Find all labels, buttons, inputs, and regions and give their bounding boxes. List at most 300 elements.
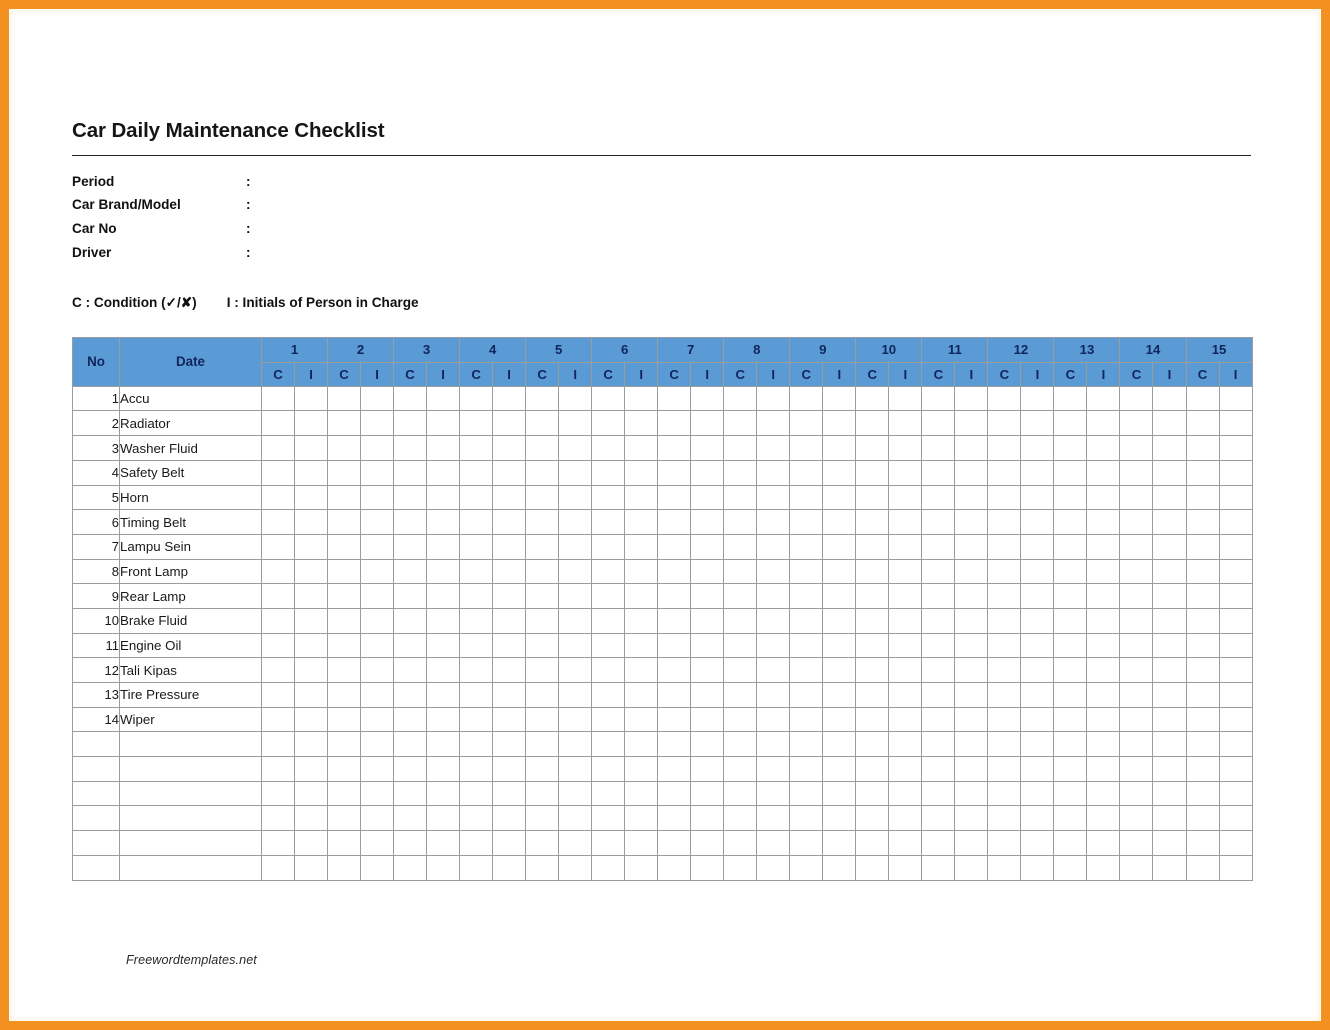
cell-initials-entry[interactable] xyxy=(427,855,460,880)
cell-condition-entry[interactable] xyxy=(658,386,691,411)
cell-initials-entry[interactable] xyxy=(493,460,526,485)
cell-initials-entry[interactable] xyxy=(295,510,328,535)
cell-initials-entry[interactable] xyxy=(427,806,460,831)
cell-condition-entry[interactable] xyxy=(592,658,625,683)
cell-condition-entry[interactable] xyxy=(394,559,427,584)
cell-initials-entry[interactable] xyxy=(493,534,526,559)
cell-condition-entry[interactable] xyxy=(988,534,1021,559)
cell-initials-entry[interactable] xyxy=(757,460,790,485)
cell-initials-entry[interactable] xyxy=(823,608,856,633)
cell-initials-entry[interactable] xyxy=(955,485,988,510)
cell-condition-entry[interactable] xyxy=(262,732,295,757)
cell-condition-entry[interactable] xyxy=(658,781,691,806)
cell-condition-entry[interactable] xyxy=(790,485,823,510)
cell-initials-entry[interactable] xyxy=(493,658,526,683)
cell-initials-entry[interactable] xyxy=(559,806,592,831)
cell-initials-entry[interactable] xyxy=(691,855,724,880)
cell-initials-entry[interactable] xyxy=(493,683,526,708)
cell-initials-entry[interactable] xyxy=(295,436,328,461)
cell-initials-entry[interactable] xyxy=(757,559,790,584)
cell-condition-entry[interactable] xyxy=(262,436,295,461)
cell-condition-entry[interactable] xyxy=(1186,584,1219,609)
cell-condition-entry[interactable] xyxy=(724,683,757,708)
cell-initials-entry[interactable] xyxy=(1087,460,1120,485)
cell-condition-entry[interactable] xyxy=(724,534,757,559)
cell-condition-entry[interactable] xyxy=(592,534,625,559)
cell-condition-entry[interactable] xyxy=(790,608,823,633)
cell-initials-entry[interactable] xyxy=(427,707,460,732)
cell-condition-entry[interactable] xyxy=(328,411,361,436)
cell-condition-entry[interactable] xyxy=(328,436,361,461)
cell-condition-entry[interactable] xyxy=(658,411,691,436)
cell-condition-entry[interactable] xyxy=(790,460,823,485)
cell-condition-entry[interactable] xyxy=(592,386,625,411)
cell-initials-entry[interactable] xyxy=(361,411,394,436)
cell-initials-entry[interactable] xyxy=(361,510,394,535)
cell-initials-entry[interactable] xyxy=(1021,732,1054,757)
cell-item-name[interactable]: Front Lamp xyxy=(120,559,262,584)
cell-condition-entry[interactable] xyxy=(1054,658,1087,683)
cell-condition-entry[interactable] xyxy=(328,757,361,782)
cell-condition-entry[interactable] xyxy=(724,707,757,732)
cell-initials-entry[interactable] xyxy=(1087,658,1120,683)
cell-condition-entry[interactable] xyxy=(1054,806,1087,831)
cell-initials-entry[interactable] xyxy=(493,757,526,782)
cell-condition-entry[interactable] xyxy=(856,831,889,856)
cell-condition-entry[interactable] xyxy=(922,831,955,856)
cell-condition-entry[interactable] xyxy=(592,559,625,584)
cell-initials-entry[interactable] xyxy=(1021,460,1054,485)
cell-initials-entry[interactable] xyxy=(1087,683,1120,708)
cell-initials-entry[interactable] xyxy=(493,732,526,757)
cell-initials-entry[interactable] xyxy=(427,485,460,510)
cell-condition-entry[interactable] xyxy=(1054,781,1087,806)
cell-condition-entry[interactable] xyxy=(790,757,823,782)
cell-condition-entry[interactable] xyxy=(856,757,889,782)
cell-condition-entry[interactable] xyxy=(988,608,1021,633)
cell-condition-entry[interactable] xyxy=(1120,534,1153,559)
cell-condition-entry[interactable] xyxy=(856,633,889,658)
cell-item-name[interactable] xyxy=(120,855,262,880)
cell-initials-entry[interactable] xyxy=(559,855,592,880)
cell-initials-entry[interactable] xyxy=(823,658,856,683)
cell-initials-entry[interactable] xyxy=(361,806,394,831)
cell-initials-entry[interactable] xyxy=(889,806,922,831)
cell-initials-entry[interactable] xyxy=(955,460,988,485)
cell-condition-entry[interactable] xyxy=(262,534,295,559)
cell-condition-entry[interactable] xyxy=(724,732,757,757)
cell-condition-entry[interactable] xyxy=(1054,831,1087,856)
cell-initials-entry[interactable] xyxy=(1021,658,1054,683)
cell-initials-entry[interactable] xyxy=(361,855,394,880)
cell-initials-entry[interactable] xyxy=(823,732,856,757)
cell-condition-entry[interactable] xyxy=(1186,510,1219,535)
cell-initials-entry[interactable] xyxy=(1021,485,1054,510)
cell-initials-entry[interactable] xyxy=(1153,584,1186,609)
cell-condition-entry[interactable] xyxy=(394,757,427,782)
cell-initials-entry[interactable] xyxy=(691,460,724,485)
cell-condition-entry[interactable] xyxy=(790,683,823,708)
cell-initials-entry[interactable] xyxy=(295,683,328,708)
cell-condition-entry[interactable] xyxy=(394,510,427,535)
cell-condition-entry[interactable] xyxy=(460,658,493,683)
cell-condition-entry[interactable] xyxy=(394,608,427,633)
cell-condition-entry[interactable] xyxy=(724,855,757,880)
cell-condition-entry[interactable] xyxy=(658,436,691,461)
cell-initials-entry[interactable] xyxy=(1219,707,1252,732)
cell-condition-entry[interactable] xyxy=(526,559,559,584)
cell-initials-entry[interactable] xyxy=(889,633,922,658)
cell-condition-entry[interactable] xyxy=(460,584,493,609)
cell-condition-entry[interactable] xyxy=(526,436,559,461)
cell-condition-entry[interactable] xyxy=(790,633,823,658)
cell-initials-entry[interactable] xyxy=(427,781,460,806)
cell-condition-entry[interactable] xyxy=(1120,386,1153,411)
cell-item-name[interactable] xyxy=(120,781,262,806)
cell-initials-entry[interactable] xyxy=(1021,584,1054,609)
cell-condition-entry[interactable] xyxy=(1120,757,1153,782)
cell-initials-entry[interactable] xyxy=(1087,608,1120,633)
cell-condition-entry[interactable] xyxy=(526,510,559,535)
cell-initials-entry[interactable] xyxy=(559,584,592,609)
cell-initials-entry[interactable] xyxy=(295,855,328,880)
cell-condition-entry[interactable] xyxy=(1054,732,1087,757)
cell-condition-entry[interactable] xyxy=(988,436,1021,461)
cell-condition-entry[interactable] xyxy=(1120,584,1153,609)
cell-initials-entry[interactable] xyxy=(691,757,724,782)
cell-initials-entry[interactable] xyxy=(625,707,658,732)
cell-initials-entry[interactable] xyxy=(823,584,856,609)
cell-condition-entry[interactable] xyxy=(262,386,295,411)
cell-initials-entry[interactable] xyxy=(361,683,394,708)
cell-initials-entry[interactable] xyxy=(823,411,856,436)
cell-initials-entry[interactable] xyxy=(1219,658,1252,683)
cell-condition-entry[interactable] xyxy=(394,411,427,436)
cell-initials-entry[interactable] xyxy=(889,732,922,757)
cell-initials-entry[interactable] xyxy=(823,757,856,782)
cell-initials-entry[interactable] xyxy=(691,584,724,609)
cell-initials-entry[interactable] xyxy=(295,707,328,732)
cell-condition-entry[interactable] xyxy=(724,485,757,510)
cell-initials-entry[interactable] xyxy=(361,436,394,461)
cell-initials-entry[interactable] xyxy=(559,707,592,732)
cell-condition-entry[interactable] xyxy=(526,633,559,658)
cell-condition-entry[interactable] xyxy=(262,411,295,436)
cell-initials-entry[interactable] xyxy=(625,485,658,510)
cell-condition-entry[interactable] xyxy=(724,658,757,683)
cell-initials-entry[interactable] xyxy=(1021,707,1054,732)
cell-condition-entry[interactable] xyxy=(1186,732,1219,757)
cell-condition-entry[interactable] xyxy=(394,534,427,559)
cell-initials-entry[interactable] xyxy=(889,584,922,609)
cell-condition-entry[interactable] xyxy=(724,608,757,633)
cell-condition-entry[interactable] xyxy=(658,608,691,633)
cell-initials-entry[interactable] xyxy=(493,608,526,633)
cell-condition-entry[interactable] xyxy=(394,436,427,461)
cell-condition-entry[interactable] xyxy=(988,386,1021,411)
cell-condition-entry[interactable] xyxy=(1186,831,1219,856)
cell-condition-entry[interactable] xyxy=(1186,411,1219,436)
cell-initials-entry[interactable] xyxy=(295,608,328,633)
cell-condition-entry[interactable] xyxy=(328,707,361,732)
cell-condition-entry[interactable] xyxy=(724,436,757,461)
cell-initials-entry[interactable] xyxy=(1087,781,1120,806)
cell-condition-entry[interactable] xyxy=(988,584,1021,609)
cell-initials-entry[interactable] xyxy=(823,707,856,732)
cell-condition-entry[interactable] xyxy=(856,411,889,436)
cell-initials-entry[interactable] xyxy=(625,831,658,856)
cell-initials-entry[interactable] xyxy=(1021,559,1054,584)
cell-initials-entry[interactable] xyxy=(1219,608,1252,633)
cell-initials-entry[interactable] xyxy=(625,658,658,683)
cell-condition-entry[interactable] xyxy=(856,683,889,708)
cell-condition-entry[interactable] xyxy=(592,757,625,782)
cell-initials-entry[interactable] xyxy=(823,559,856,584)
cell-initials-entry[interactable] xyxy=(361,608,394,633)
cell-condition-entry[interactable] xyxy=(988,806,1021,831)
cell-initials-entry[interactable] xyxy=(1219,436,1252,461)
cell-initials-entry[interactable] xyxy=(559,633,592,658)
cell-initials-entry[interactable] xyxy=(757,707,790,732)
cell-initials-entry[interactable] xyxy=(427,732,460,757)
cell-condition-entry[interactable] xyxy=(394,707,427,732)
cell-condition-entry[interactable] xyxy=(790,411,823,436)
cell-condition-entry[interactable] xyxy=(856,707,889,732)
cell-condition-entry[interactable] xyxy=(658,831,691,856)
cell-initials-entry[interactable] xyxy=(559,757,592,782)
cell-initials-entry[interactable] xyxy=(559,411,592,436)
cell-initials-entry[interactable] xyxy=(757,510,790,535)
cell-initials-entry[interactable] xyxy=(625,608,658,633)
cell-initials-entry[interactable] xyxy=(559,658,592,683)
cell-condition-entry[interactable] xyxy=(526,757,559,782)
cell-initials-entry[interactable] xyxy=(757,386,790,411)
cell-condition-entry[interactable] xyxy=(1186,386,1219,411)
cell-condition-entry[interactable] xyxy=(658,584,691,609)
cell-initials-entry[interactable] xyxy=(625,855,658,880)
cell-condition-entry[interactable] xyxy=(1186,633,1219,658)
cell-initials-entry[interactable] xyxy=(559,510,592,535)
cell-condition-entry[interactable] xyxy=(1054,633,1087,658)
cell-condition-entry[interactable] xyxy=(856,658,889,683)
cell-initials-entry[interactable] xyxy=(625,806,658,831)
cell-initials-entry[interactable] xyxy=(1153,781,1186,806)
cell-initials-entry[interactable] xyxy=(1087,411,1120,436)
cell-condition-entry[interactable] xyxy=(658,485,691,510)
cell-initials-entry[interactable] xyxy=(691,534,724,559)
cell-initials-entry[interactable] xyxy=(955,781,988,806)
cell-condition-entry[interactable] xyxy=(922,633,955,658)
cell-condition-entry[interactable] xyxy=(922,411,955,436)
cell-condition-entry[interactable] xyxy=(262,559,295,584)
cell-item-name[interactable]: Timing Belt xyxy=(120,510,262,535)
cell-initials-entry[interactable] xyxy=(427,831,460,856)
cell-condition-entry[interactable] xyxy=(328,781,361,806)
cell-condition-entry[interactable] xyxy=(1120,732,1153,757)
cell-initials-entry[interactable] xyxy=(625,584,658,609)
cell-initials-entry[interactable] xyxy=(823,485,856,510)
cell-initials-entry[interactable] xyxy=(493,386,526,411)
cell-condition-entry[interactable] xyxy=(856,436,889,461)
cell-initials-entry[interactable] xyxy=(625,534,658,559)
cell-condition-entry[interactable] xyxy=(460,436,493,461)
cell-condition-entry[interactable] xyxy=(526,732,559,757)
cell-condition-entry[interactable] xyxy=(988,732,1021,757)
cell-item-name[interactable]: Wiper xyxy=(120,707,262,732)
cell-condition-entry[interactable] xyxy=(724,559,757,584)
cell-condition-entry[interactable] xyxy=(1054,411,1087,436)
cell-initials-entry[interactable] xyxy=(1021,683,1054,708)
cell-item-name[interactable]: Lampu Sein xyxy=(120,534,262,559)
cell-initials-entry[interactable] xyxy=(295,386,328,411)
cell-initials-entry[interactable] xyxy=(691,559,724,584)
cell-condition-entry[interactable] xyxy=(460,683,493,708)
cell-initials-entry[interactable] xyxy=(1153,855,1186,880)
cell-condition-entry[interactable] xyxy=(460,732,493,757)
cell-initials-entry[interactable] xyxy=(559,683,592,708)
cell-condition-entry[interactable] xyxy=(1120,436,1153,461)
cell-condition-entry[interactable] xyxy=(1054,707,1087,732)
cell-initials-entry[interactable] xyxy=(889,658,922,683)
cell-initials-entry[interactable] xyxy=(1219,559,1252,584)
cell-initials-entry[interactable] xyxy=(493,707,526,732)
cell-condition-entry[interactable] xyxy=(790,658,823,683)
cell-initials-entry[interactable] xyxy=(1021,608,1054,633)
cell-condition-entry[interactable] xyxy=(856,460,889,485)
cell-condition-entry[interactable] xyxy=(262,460,295,485)
cell-initials-entry[interactable] xyxy=(1153,411,1186,436)
cell-condition-entry[interactable] xyxy=(460,559,493,584)
cell-condition-entry[interactable] xyxy=(526,485,559,510)
cell-condition-entry[interactable] xyxy=(262,855,295,880)
cell-initials-entry[interactable] xyxy=(361,584,394,609)
cell-condition-entry[interactable] xyxy=(1120,633,1153,658)
cell-condition-entry[interactable] xyxy=(1186,683,1219,708)
cell-initials-entry[interactable] xyxy=(493,584,526,609)
cell-condition-entry[interactable] xyxy=(988,411,1021,436)
cell-initials-entry[interactable] xyxy=(295,584,328,609)
cell-condition-entry[interactable] xyxy=(856,608,889,633)
cell-initials-entry[interactable] xyxy=(427,386,460,411)
cell-initials-entry[interactable] xyxy=(1153,510,1186,535)
cell-condition-entry[interactable] xyxy=(1054,534,1087,559)
cell-initials-entry[interactable] xyxy=(691,485,724,510)
cell-condition-entry[interactable] xyxy=(394,658,427,683)
cell-initials-entry[interactable] xyxy=(1153,707,1186,732)
cell-initials-entry[interactable] xyxy=(757,436,790,461)
cell-condition-entry[interactable] xyxy=(1186,436,1219,461)
cell-initials-entry[interactable] xyxy=(691,732,724,757)
cell-condition-entry[interactable] xyxy=(328,658,361,683)
cell-condition-entry[interactable] xyxy=(856,534,889,559)
cell-initials-entry[interactable] xyxy=(889,855,922,880)
cell-condition-entry[interactable] xyxy=(592,633,625,658)
cell-condition-entry[interactable] xyxy=(262,510,295,535)
cell-initials-entry[interactable] xyxy=(757,781,790,806)
cell-condition-entry[interactable] xyxy=(856,386,889,411)
cell-condition-entry[interactable] xyxy=(1186,608,1219,633)
cell-item-name[interactable]: Brake Fluid xyxy=(120,608,262,633)
cell-initials-entry[interactable] xyxy=(1153,757,1186,782)
cell-initials-entry[interactable] xyxy=(889,411,922,436)
cell-condition-entry[interactable] xyxy=(526,584,559,609)
cell-initials-entry[interactable] xyxy=(1153,683,1186,708)
cell-condition-entry[interactable] xyxy=(1120,683,1153,708)
cell-initials-entry[interactable] xyxy=(1021,386,1054,411)
cell-initials-entry[interactable] xyxy=(757,757,790,782)
cell-initials-entry[interactable] xyxy=(889,559,922,584)
cell-initials-entry[interactable] xyxy=(955,658,988,683)
cell-condition-entry[interactable] xyxy=(526,781,559,806)
cell-condition-entry[interactable] xyxy=(526,534,559,559)
cell-item-name[interactable]: Tire Pressure xyxy=(120,683,262,708)
cell-initials-entry[interactable] xyxy=(1219,584,1252,609)
cell-initials-entry[interactable] xyxy=(493,806,526,831)
cell-initials-entry[interactable] xyxy=(559,559,592,584)
cell-initials-entry[interactable] xyxy=(757,855,790,880)
cell-item-name[interactable]: Engine Oil xyxy=(120,633,262,658)
cell-initials-entry[interactable] xyxy=(1021,534,1054,559)
cell-initials-entry[interactable] xyxy=(1087,633,1120,658)
cell-item-name[interactable] xyxy=(120,831,262,856)
cell-condition-entry[interactable] xyxy=(1186,781,1219,806)
cell-initials-entry[interactable] xyxy=(757,584,790,609)
cell-initials-entry[interactable] xyxy=(1087,436,1120,461)
cell-initials-entry[interactable] xyxy=(427,608,460,633)
cell-condition-entry[interactable] xyxy=(988,831,1021,856)
cell-condition-entry[interactable] xyxy=(724,633,757,658)
cell-initials-entry[interactable] xyxy=(361,559,394,584)
cell-initials-entry[interactable] xyxy=(361,732,394,757)
cell-condition-entry[interactable] xyxy=(988,633,1021,658)
cell-condition-entry[interactable] xyxy=(1054,510,1087,535)
cell-initials-entry[interactable] xyxy=(493,485,526,510)
cell-condition-entry[interactable] xyxy=(1054,386,1087,411)
cell-condition-entry[interactable] xyxy=(592,436,625,461)
cell-condition-entry[interactable] xyxy=(526,658,559,683)
cell-initials-entry[interactable] xyxy=(955,732,988,757)
cell-initials-entry[interactable] xyxy=(625,781,658,806)
cell-initials-entry[interactable] xyxy=(295,485,328,510)
cell-condition-entry[interactable] xyxy=(658,707,691,732)
cell-condition-entry[interactable] xyxy=(394,584,427,609)
cell-initials-entry[interactable] xyxy=(361,633,394,658)
cell-condition-entry[interactable] xyxy=(724,584,757,609)
cell-condition-entry[interactable] xyxy=(1054,757,1087,782)
cell-initials-entry[interactable] xyxy=(361,831,394,856)
cell-condition-entry[interactable] xyxy=(526,683,559,708)
cell-condition-entry[interactable] xyxy=(658,460,691,485)
cell-condition-entry[interactable] xyxy=(1054,683,1087,708)
cell-initials-entry[interactable] xyxy=(757,806,790,831)
cell-initials-entry[interactable] xyxy=(625,757,658,782)
cell-condition-entry[interactable] xyxy=(262,584,295,609)
cell-initials-entry[interactable] xyxy=(427,411,460,436)
cell-initials-entry[interactable] xyxy=(823,386,856,411)
cell-condition-entry[interactable] xyxy=(922,436,955,461)
cell-initials-entry[interactable] xyxy=(889,757,922,782)
cell-condition-entry[interactable] xyxy=(790,831,823,856)
cell-condition-entry[interactable] xyxy=(460,855,493,880)
cell-initials-entry[interactable] xyxy=(955,806,988,831)
cell-condition-entry[interactable] xyxy=(658,732,691,757)
cell-condition-entry[interactable] xyxy=(592,831,625,856)
cell-initials-entry[interactable] xyxy=(625,436,658,461)
cell-condition-entry[interactable] xyxy=(1186,757,1219,782)
cell-initials-entry[interactable] xyxy=(1219,732,1252,757)
cell-initials-entry[interactable] xyxy=(493,831,526,856)
cell-condition-entry[interactable] xyxy=(394,855,427,880)
